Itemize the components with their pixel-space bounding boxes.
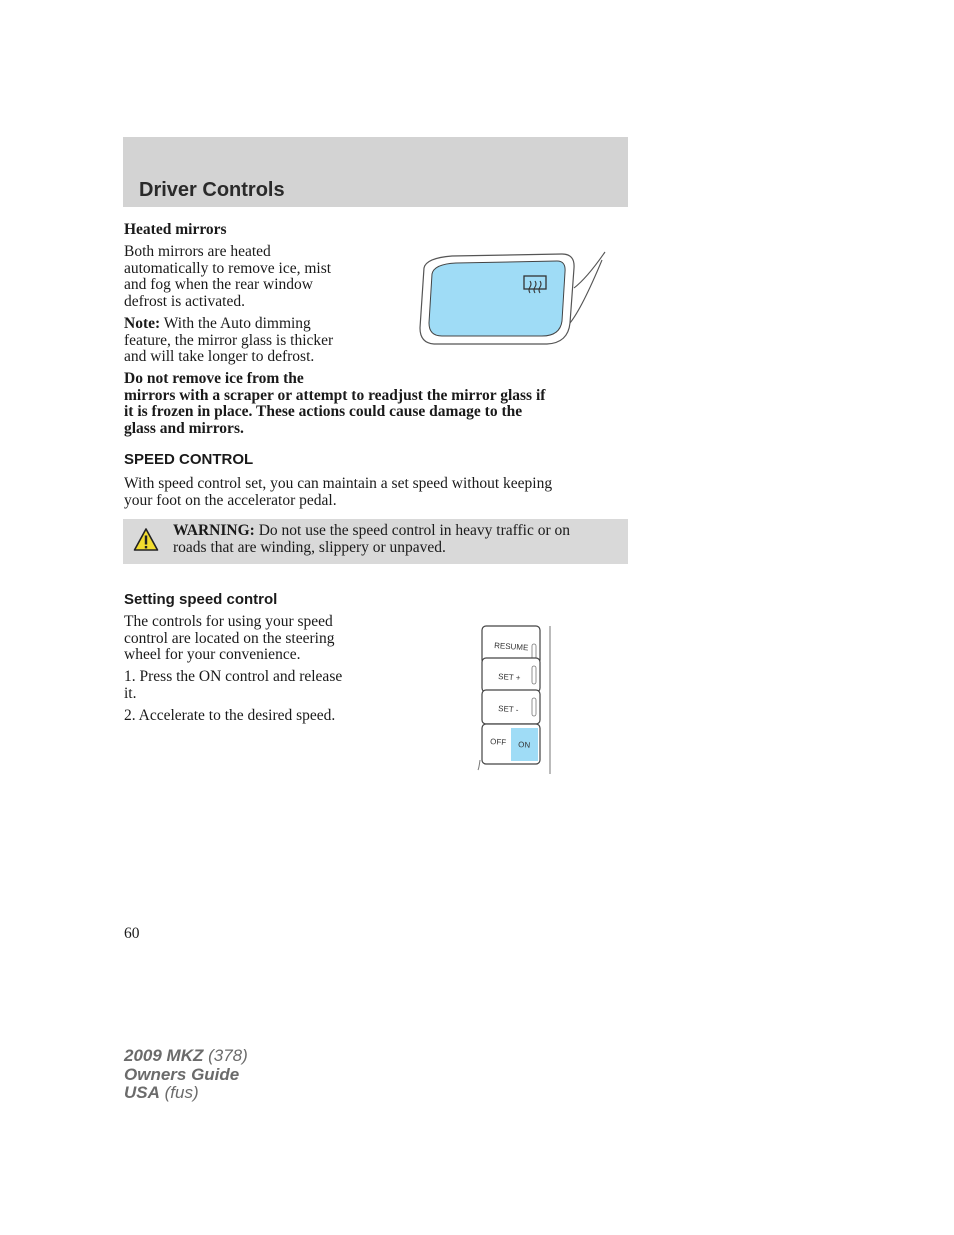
caution-line: Do not remove ice from the [124, 370, 304, 387]
step-line: 1. Press the ON control and release [124, 668, 343, 685]
caution-line: mirrors with a scraper or attempt to readjust the mirror glass if [124, 386, 546, 404]
body-line: wheel for your convenience. [124, 646, 301, 663]
note-line: and will take longer to defrost. [124, 348, 315, 365]
body-line: defrost is activated. [124, 292, 245, 310]
footer-market: USA [124, 1083, 160, 1102]
intro-line: your foot on the accelerator pedal. [124, 491, 337, 509]
section-header-band [123, 137, 628, 207]
warning-label: WARNING: [173, 522, 255, 539]
set-minus-button [482, 690, 540, 724]
step-line: it. [124, 684, 137, 702]
warning-box [123, 519, 628, 564]
footer-model: 2009 MKZ [124, 1046, 204, 1065]
note-line: With the Auto dimming [160, 315, 311, 332]
resume-label: RESUME [493, 641, 529, 653]
setting-speed-control-body [124, 614, 384, 664]
speed-control-switch-illustration [474, 620, 556, 780]
heated-mirror-illustration [412, 248, 612, 353]
section-title: Driver Controls [139, 179, 285, 201]
step-2: 2. Accelerate to the desired speed. [124, 707, 336, 724]
speed-control-heading: SPEED CONTROL [124, 451, 254, 468]
body-line: The controls for using your speed [124, 613, 333, 630]
heated-mirrors-note [124, 316, 384, 366]
footer-model-code: (378) [203, 1046, 248, 1065]
mirror-arm-line [570, 260, 602, 323]
footer-guide: Owners Guide [124, 1064, 240, 1084]
body-line: Both mirrors are heated [124, 243, 271, 260]
warning-line: roads that are winding, slippery or unpaved. [173, 538, 446, 556]
footer-market-code: (fus) [159, 1083, 199, 1102]
warning-triangle-icon [133, 527, 159, 553]
off-label: OFF [489, 737, 507, 748]
speed-control-intro [124, 476, 624, 509]
note-label: Note: [124, 315, 161, 332]
setting-speed-control-heading: Setting speed control [124, 591, 278, 608]
warning-line: Do not use the speed control in heavy traffic or on [254, 522, 571, 539]
body-line: and fog when the rear window [124, 276, 313, 293]
mirror-glass [429, 261, 565, 336]
step-1 [124, 669, 384, 702]
heated-mirrors-caution [124, 371, 624, 437]
heated-mirrors-body [124, 244, 374, 310]
caution-line: glass and mirrors. [124, 419, 244, 437]
heated-mirrors-heading: Heated mirrors [124, 221, 227, 238]
set-minus-label: SET - [497, 704, 519, 715]
caution-line: it is frozen in place. These actions could cause damage to the [124, 403, 523, 420]
note-line: feature, the mirror glass is thicker [124, 331, 334, 349]
mirror-arm-line [574, 252, 605, 288]
set-plus-label: SET + [497, 672, 521, 683]
intro-line: With speed control set, you can maintain a set speed without keeping [124, 475, 553, 492]
page-number: 60 [124, 925, 140, 942]
body-line: automatically to remove ice, mist [124, 259, 332, 277]
footer-edition [124, 1047, 248, 1103]
warning-text [173, 523, 618, 556]
off-on-button [482, 724, 540, 764]
set-plus-button [482, 658, 540, 692]
on-label: ON [517, 740, 531, 750]
body-line: control are located on the steering [124, 629, 335, 647]
